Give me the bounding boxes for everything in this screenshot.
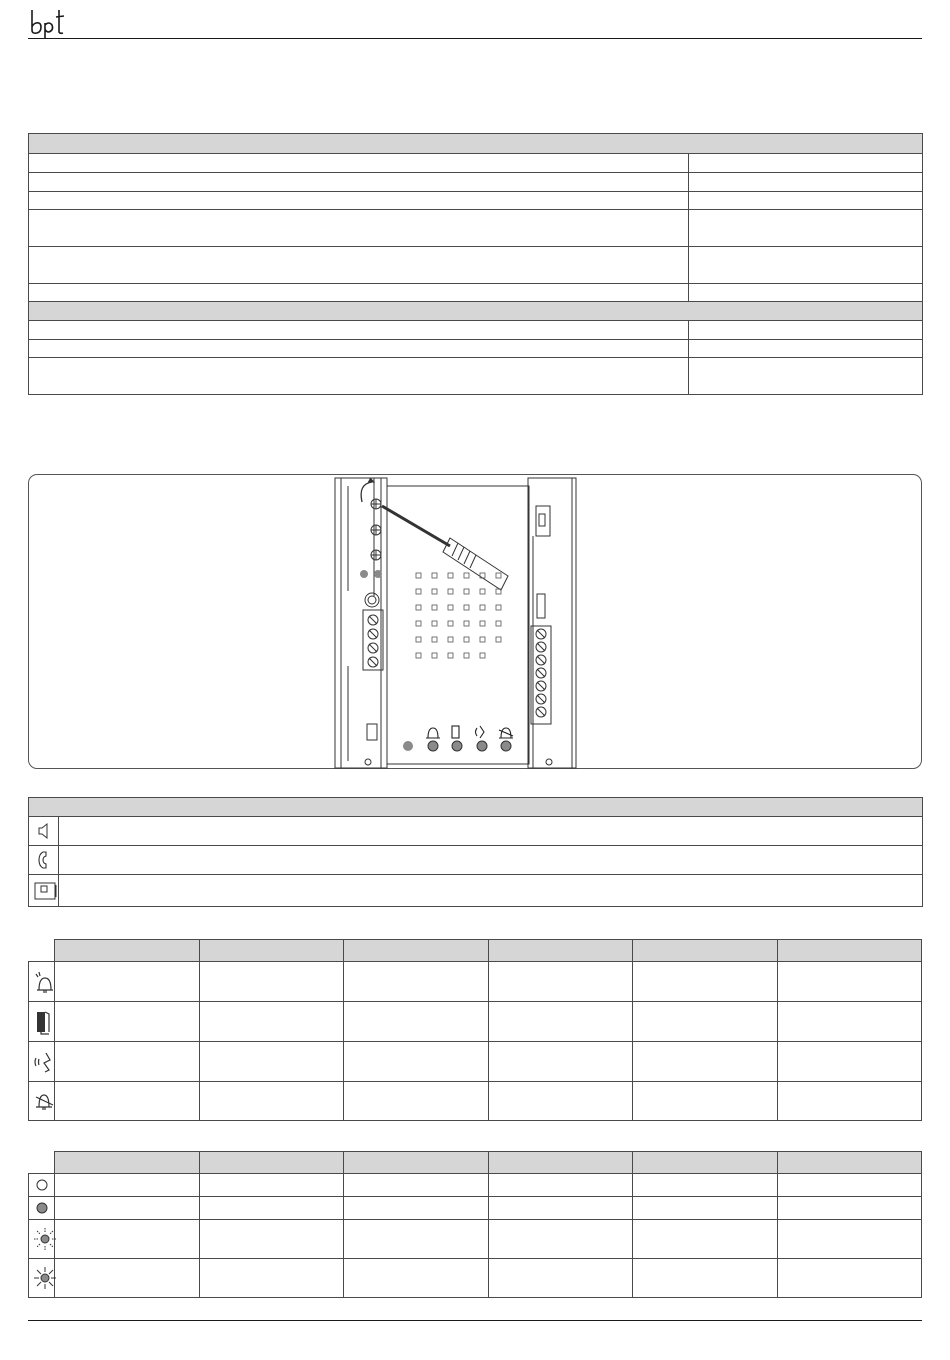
led-blink-slow-icon xyxy=(29,1259,55,1298)
door-monitor-icon xyxy=(29,875,59,907)
table-row xyxy=(29,1259,922,1298)
table-row xyxy=(29,1197,922,1220)
speaker-icon xyxy=(29,817,59,846)
legend-header xyxy=(29,798,923,817)
bell-off-icon xyxy=(29,1082,55,1121)
door-open-icon xyxy=(29,1002,55,1042)
table-row xyxy=(29,962,922,1002)
led-function-table xyxy=(28,939,922,1121)
led-state-table xyxy=(28,1151,922,1298)
table-row xyxy=(29,173,923,192)
header-rule xyxy=(28,38,922,39)
call-bell-icon xyxy=(29,962,55,1002)
spec-table xyxy=(28,133,923,395)
led-on-icon xyxy=(29,1197,55,1220)
table-row xyxy=(29,1082,922,1121)
table-row xyxy=(29,192,923,210)
spec-section-header xyxy=(29,302,923,321)
voice-call-icon xyxy=(29,1042,55,1082)
table-row xyxy=(29,358,923,395)
table-row xyxy=(29,210,923,247)
table-row xyxy=(29,1174,922,1197)
bpt-logo xyxy=(28,4,70,38)
table-row xyxy=(29,154,923,173)
handset-icon xyxy=(29,846,59,875)
led-state-header xyxy=(29,1152,922,1174)
led-function-header xyxy=(29,940,922,962)
device-illustration xyxy=(330,476,582,770)
table-row xyxy=(29,284,923,302)
spec-section-header xyxy=(29,134,923,154)
table-row xyxy=(29,1042,922,1082)
table-row xyxy=(29,817,923,846)
footer-rule xyxy=(28,1320,922,1321)
legend-table xyxy=(28,797,923,907)
table-row xyxy=(29,1002,922,1042)
table-row xyxy=(29,846,923,875)
table-row xyxy=(29,247,923,284)
table-row xyxy=(29,1220,922,1259)
led-blink-fast-icon xyxy=(29,1220,55,1259)
table-row xyxy=(29,321,923,340)
table-row xyxy=(29,875,923,907)
led-off-icon xyxy=(29,1174,55,1197)
table-row xyxy=(29,340,923,358)
